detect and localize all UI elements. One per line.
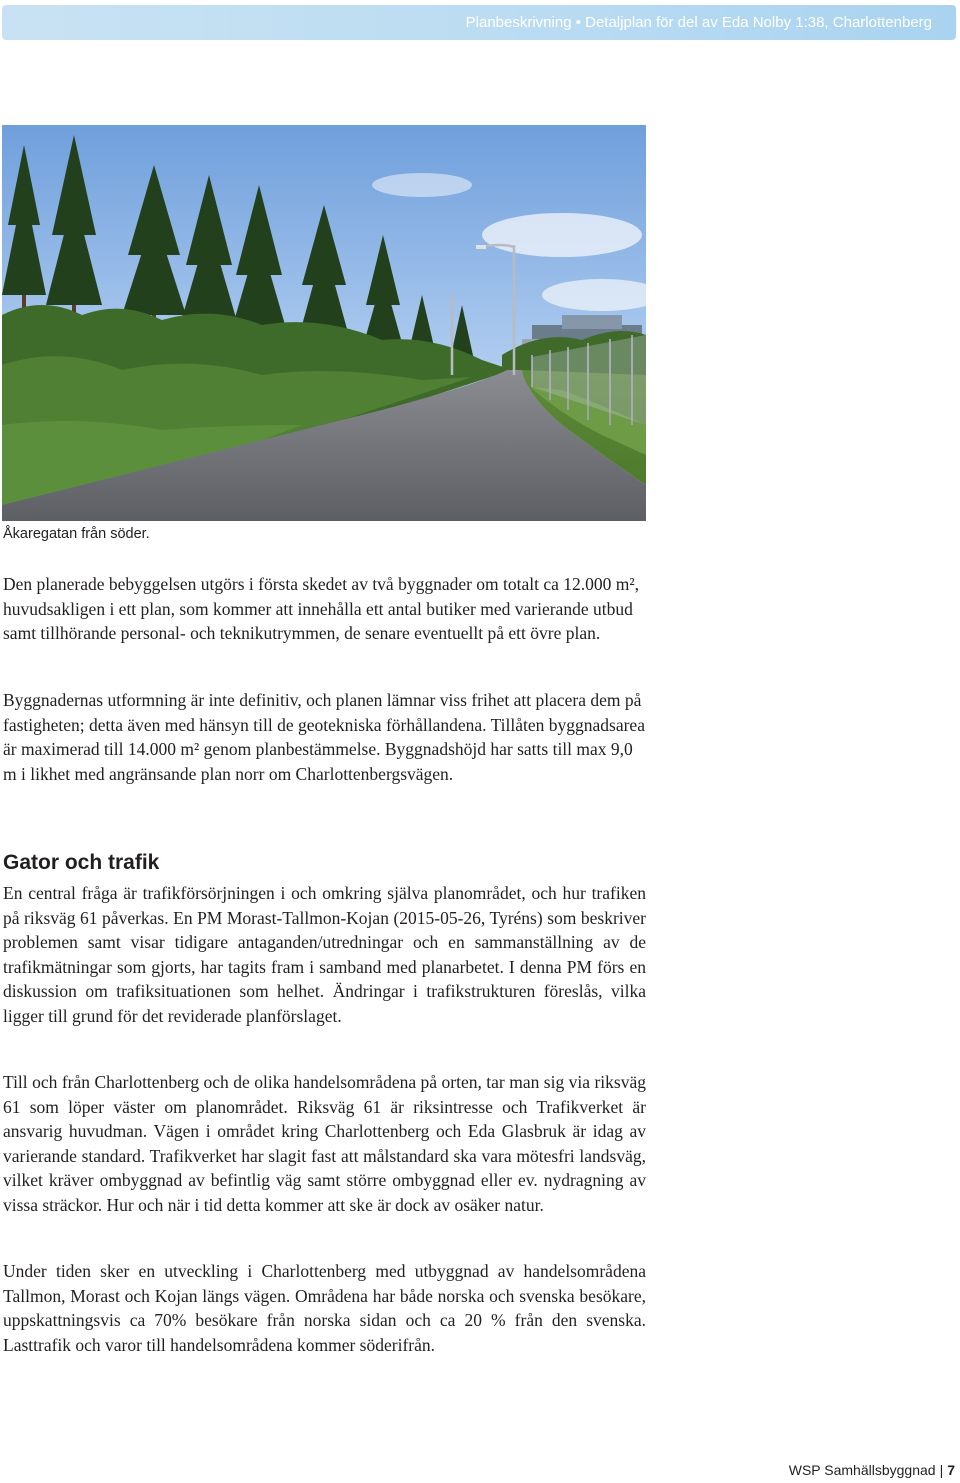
paragraph-design: Byggnadernas utformning är inte definitiv, och planen lämnar viss frihet att placera dem på fastigheten; detta även med hänsyn till de geotekniska förhållandena. Tillåten byggnadsarea är maximerad till 14.000 m² genom planbestämmelse. Byggnadshöjd har satts till max 9,0 m i likhet med angränsande plan norr om Charlottenbergsvägen. (3, 690, 645, 784)
photo-caption: Åkaregatan från söder. (3, 526, 150, 542)
road-photo (2, 125, 646, 521)
page-number: 7 (947, 1462, 955, 1478)
page-footer (789, 1462, 955, 1478)
paragraph-road-61: Till och från Charlottenberg och de olika handelsområdena på orten, tar man sig via riksväg 61 som löper väster om planområdet. Riksväg 61 är riksintresse och Trafikverket är ansvarig huvudman. Vägen i området kring Charlottenberg och Eda Glasbruk är idag av varierande standard. Trafikverket har slagit fast att målstandard ska vara mötesfri landsväg, vilket kräver ombyggnad av befintlig väg samt större ombyggnad eller ev. nydragning av vissa sträckor. Hur och när i tid detta kommer att ske är dock av osäker natur. (3, 1072, 646, 1215)
section-heading: Gator och trafik (3, 851, 160, 874)
header-band (2, 5, 956, 40)
footer-company: WSP Samhällsbyggnad (788, 1462, 936, 1478)
footer-separator: | (939, 1462, 944, 1478)
paragraph-development: Under tiden sker en utveckling i Charlottenberg med utbyggnad av handelsområdena Tallmon, Morast och Kojan längs vägen. Områdena har både norska och svenska besökare, uppskattningsvis ca 70% besökare från norska sidan och ca 20 % från den svenska. Lasttrafik och varor till handelsområdena kommer söderifrån. (3, 1261, 646, 1355)
document-title: Planbeskrivning • Detaljplan för del av Eda Nolby 1:38, Charlottenberg (465, 14, 932, 31)
paragraph-buildings: Den planerade bebyggelsen utgörs i första skedet av två byggnader om totalt ca 12.000 m², huvudsakligen i ett plan, som kommer att innehålla ett antal butiker med varierande utbud samt tillhörande personal- och teknikutrymmen, de senare eventuellt på ett övre plan. (3, 574, 640, 644)
paragraph-traffic: En central fråga är trafikförsörjningen i och omkring själva planområdet, och hur trafiken på riksväg 61 påverkas. En PM Morast-Tallmon-Kojan (2015-05-26, Tyréns) som beskriver problemen samt visar tidigare antaganden/utredningar och en sammanställning av de trafikmätningar som gjorts, har tagits fram i samband med planarbetet. I denna PM förs en diskussion om trafiksituationen som helhet. Ändringar i trafikstrukturen föreslås, vilka ligger till grund för det reviderade planförslaget. (3, 883, 646, 1026)
